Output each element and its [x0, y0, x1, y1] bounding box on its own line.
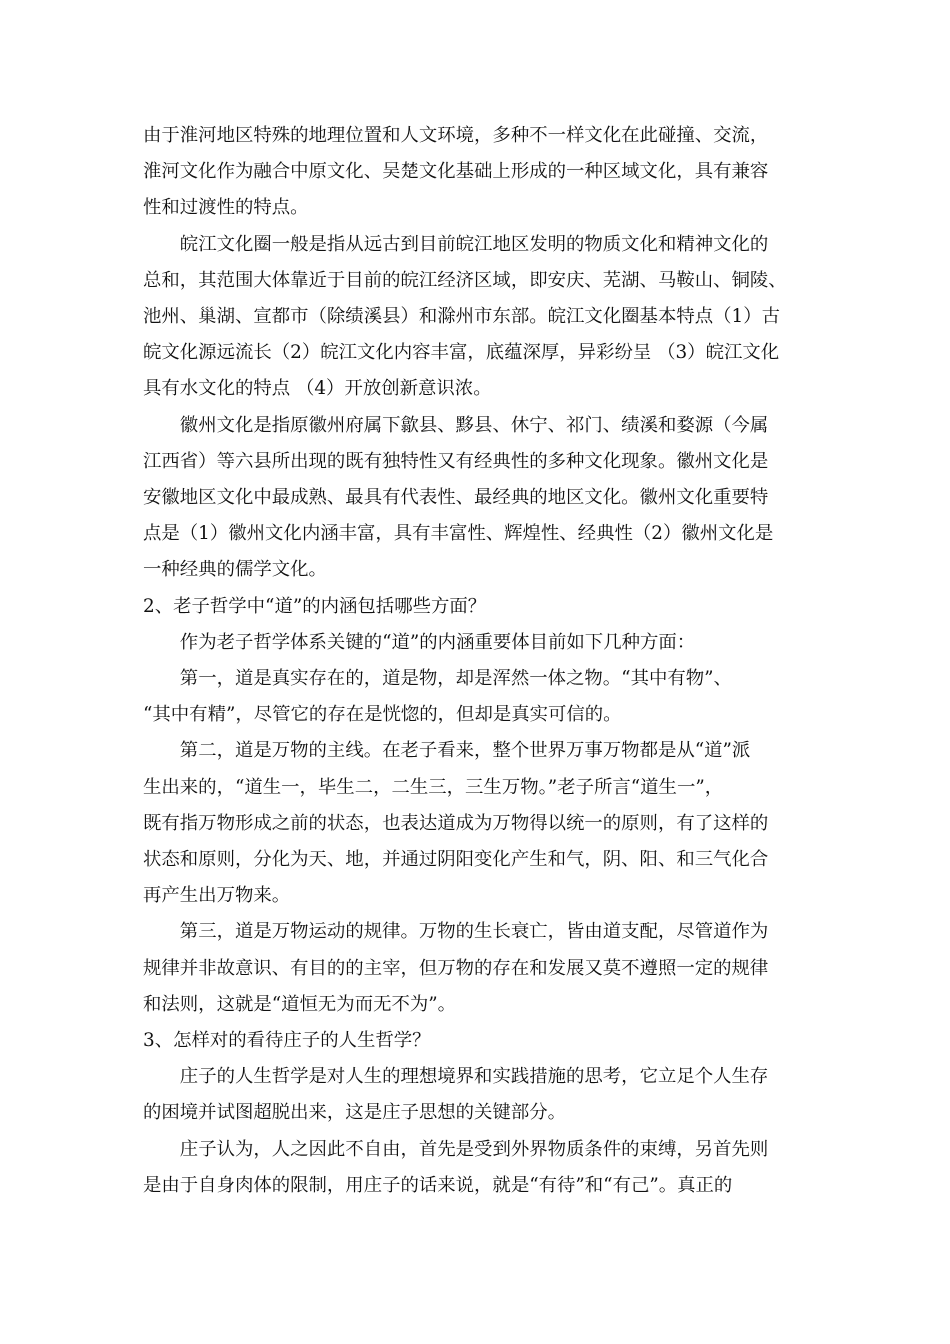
- text-line: 江西省）等六县所出现的既有独特性又有经典性的多种文化现象。徽州文化是: [143, 450, 769, 472]
- paragraph-dao-intro: [143, 625, 811, 661]
- text-line: 由于淮河地区特殊的地理位置和人文环境，多种不一样文化在此碰撞、交流，: [143, 125, 769, 146]
- text-line: 徽州文化是指原徽州府属下歙县、黟县、休宁、祁门、绩溪和婺源（今属: [179, 414, 769, 436]
- text-line: 皖江文化圈一般是指从远古到目前皖江地区发明的物质文化和精神文化的: [179, 233, 769, 255]
- text-line: 3、怎样对的看待庄子的人生哲学？: [143, 1030, 431, 1052]
- paragraph-wanjiang-culture: [143, 227, 811, 408]
- text-line: 规律并非故意识、有目的的主宰，但万物的存在和发展又莫不遵照一定的规律: [143, 957, 769, 979]
- text-line: 和法则，这就是“道恒无为而无不为”。: [143, 993, 457, 1015]
- text-line: 安徽地区文化中最成熟、最具有代表性、最经典的地区文化。徽州文化重要特: [143, 487, 769, 509]
- question-heading-3: [143, 1023, 811, 1059]
- text-line: 生出来的，“道生一，毕生二，二生三，三生万物。”老子所言“道生一”，: [143, 776, 724, 798]
- text-line: 作为老子哲学体系关键的“道”的内涵重要体目前如下几种方面：: [179, 631, 696, 653]
- text-line: “其中有精”，尽管它的存在是恍惚的，但却是真实可信的。: [143, 704, 622, 726]
- text-line: 总和，其范围大体靠近于目前的皖江经济区域，即安庆、芜湖、马鞍山、铜陵、: [143, 269, 787, 291]
- text-line: 既有指万物形成之前的状态，也表达道成为万物得以统一的原则，有了这样的: [143, 812, 769, 834]
- text-line: 具有水文化的特点 （4）开放创新意识浓。: [143, 378, 492, 400]
- text-line: 第三，道是万物运动的规律。万物的生长衰亡，皆由道支配，尽管道作为: [179, 921, 769, 943]
- paragraph-dao-first: [143, 661, 811, 733]
- text-line: 点是（1）徽州文化内涵丰富，具有丰富性、辉煌性、经典性（2）徽州文化是: [143, 523, 774, 545]
- text-line: 庄子认为，人之因此不自由，首先是受到外界物质条件的束缚，另首先则: [179, 1138, 769, 1160]
- text-line: 庄子的人生哲学是对人生的理想境界和实践措施的思考，它立足个人生存: [179, 1066, 769, 1088]
- text-line: 池州、巢湖、宣都市（除绩溪县）和滁州市东部。皖江文化圈基本特点（1）古: [143, 306, 780, 328]
- paragraph-zhuangzi-intro: [143, 1059, 811, 1131]
- text-line: 性和过渡性的特点。: [143, 197, 309, 219]
- paragraph-dao-third: [143, 914, 811, 1023]
- text-line: 一种经典的儒学文化。: [143, 559, 327, 581]
- text-line: 是由于自身肉体的限制，用庄子的话来说，就是“有待”和“有己”。真正的: [143, 1174, 733, 1196]
- question-heading-2: [143, 589, 811, 625]
- text-line: 2、老子哲学中“道”的内涵包括哪些方面？: [143, 595, 487, 617]
- text-line: 第一，道是真实存在的，道是物，却是浑然一体之物。“其中有物”、: [179, 668, 732, 690]
- text-line: 皖文化源远流长（2）皖江文化内容丰富，底蕴深厚，异彩纷呈 （3）皖江文化: [143, 342, 780, 364]
- paragraph-huizhou-culture: [143, 408, 811, 589]
- text-line: 再产生出万物来。: [143, 885, 291, 907]
- document-page: [143, 118, 811, 1204]
- paragraph-zhuangzi-freedom: [143, 1132, 811, 1204]
- paragraph-dao-second: [143, 733, 811, 914]
- text-line: 状态和原则，分化为天、地，并通过阴阳变化产生和气，阴、阳、和三气化合: [143, 849, 769, 871]
- text-line: 淮河文化作为融合中原文化、吴楚文化基础上形成的一种区域文化，具有兼容: [143, 161, 769, 183]
- paragraph-huaihe-culture: [143, 118, 811, 227]
- text-line: 第二，道是万物的主线。在老子看来，整个世界万事万物都是从“道”派: [179, 740, 751, 762]
- text-line: 的困境并试图超脱出来，这是庄子思想的关键部分。: [143, 1102, 566, 1124]
